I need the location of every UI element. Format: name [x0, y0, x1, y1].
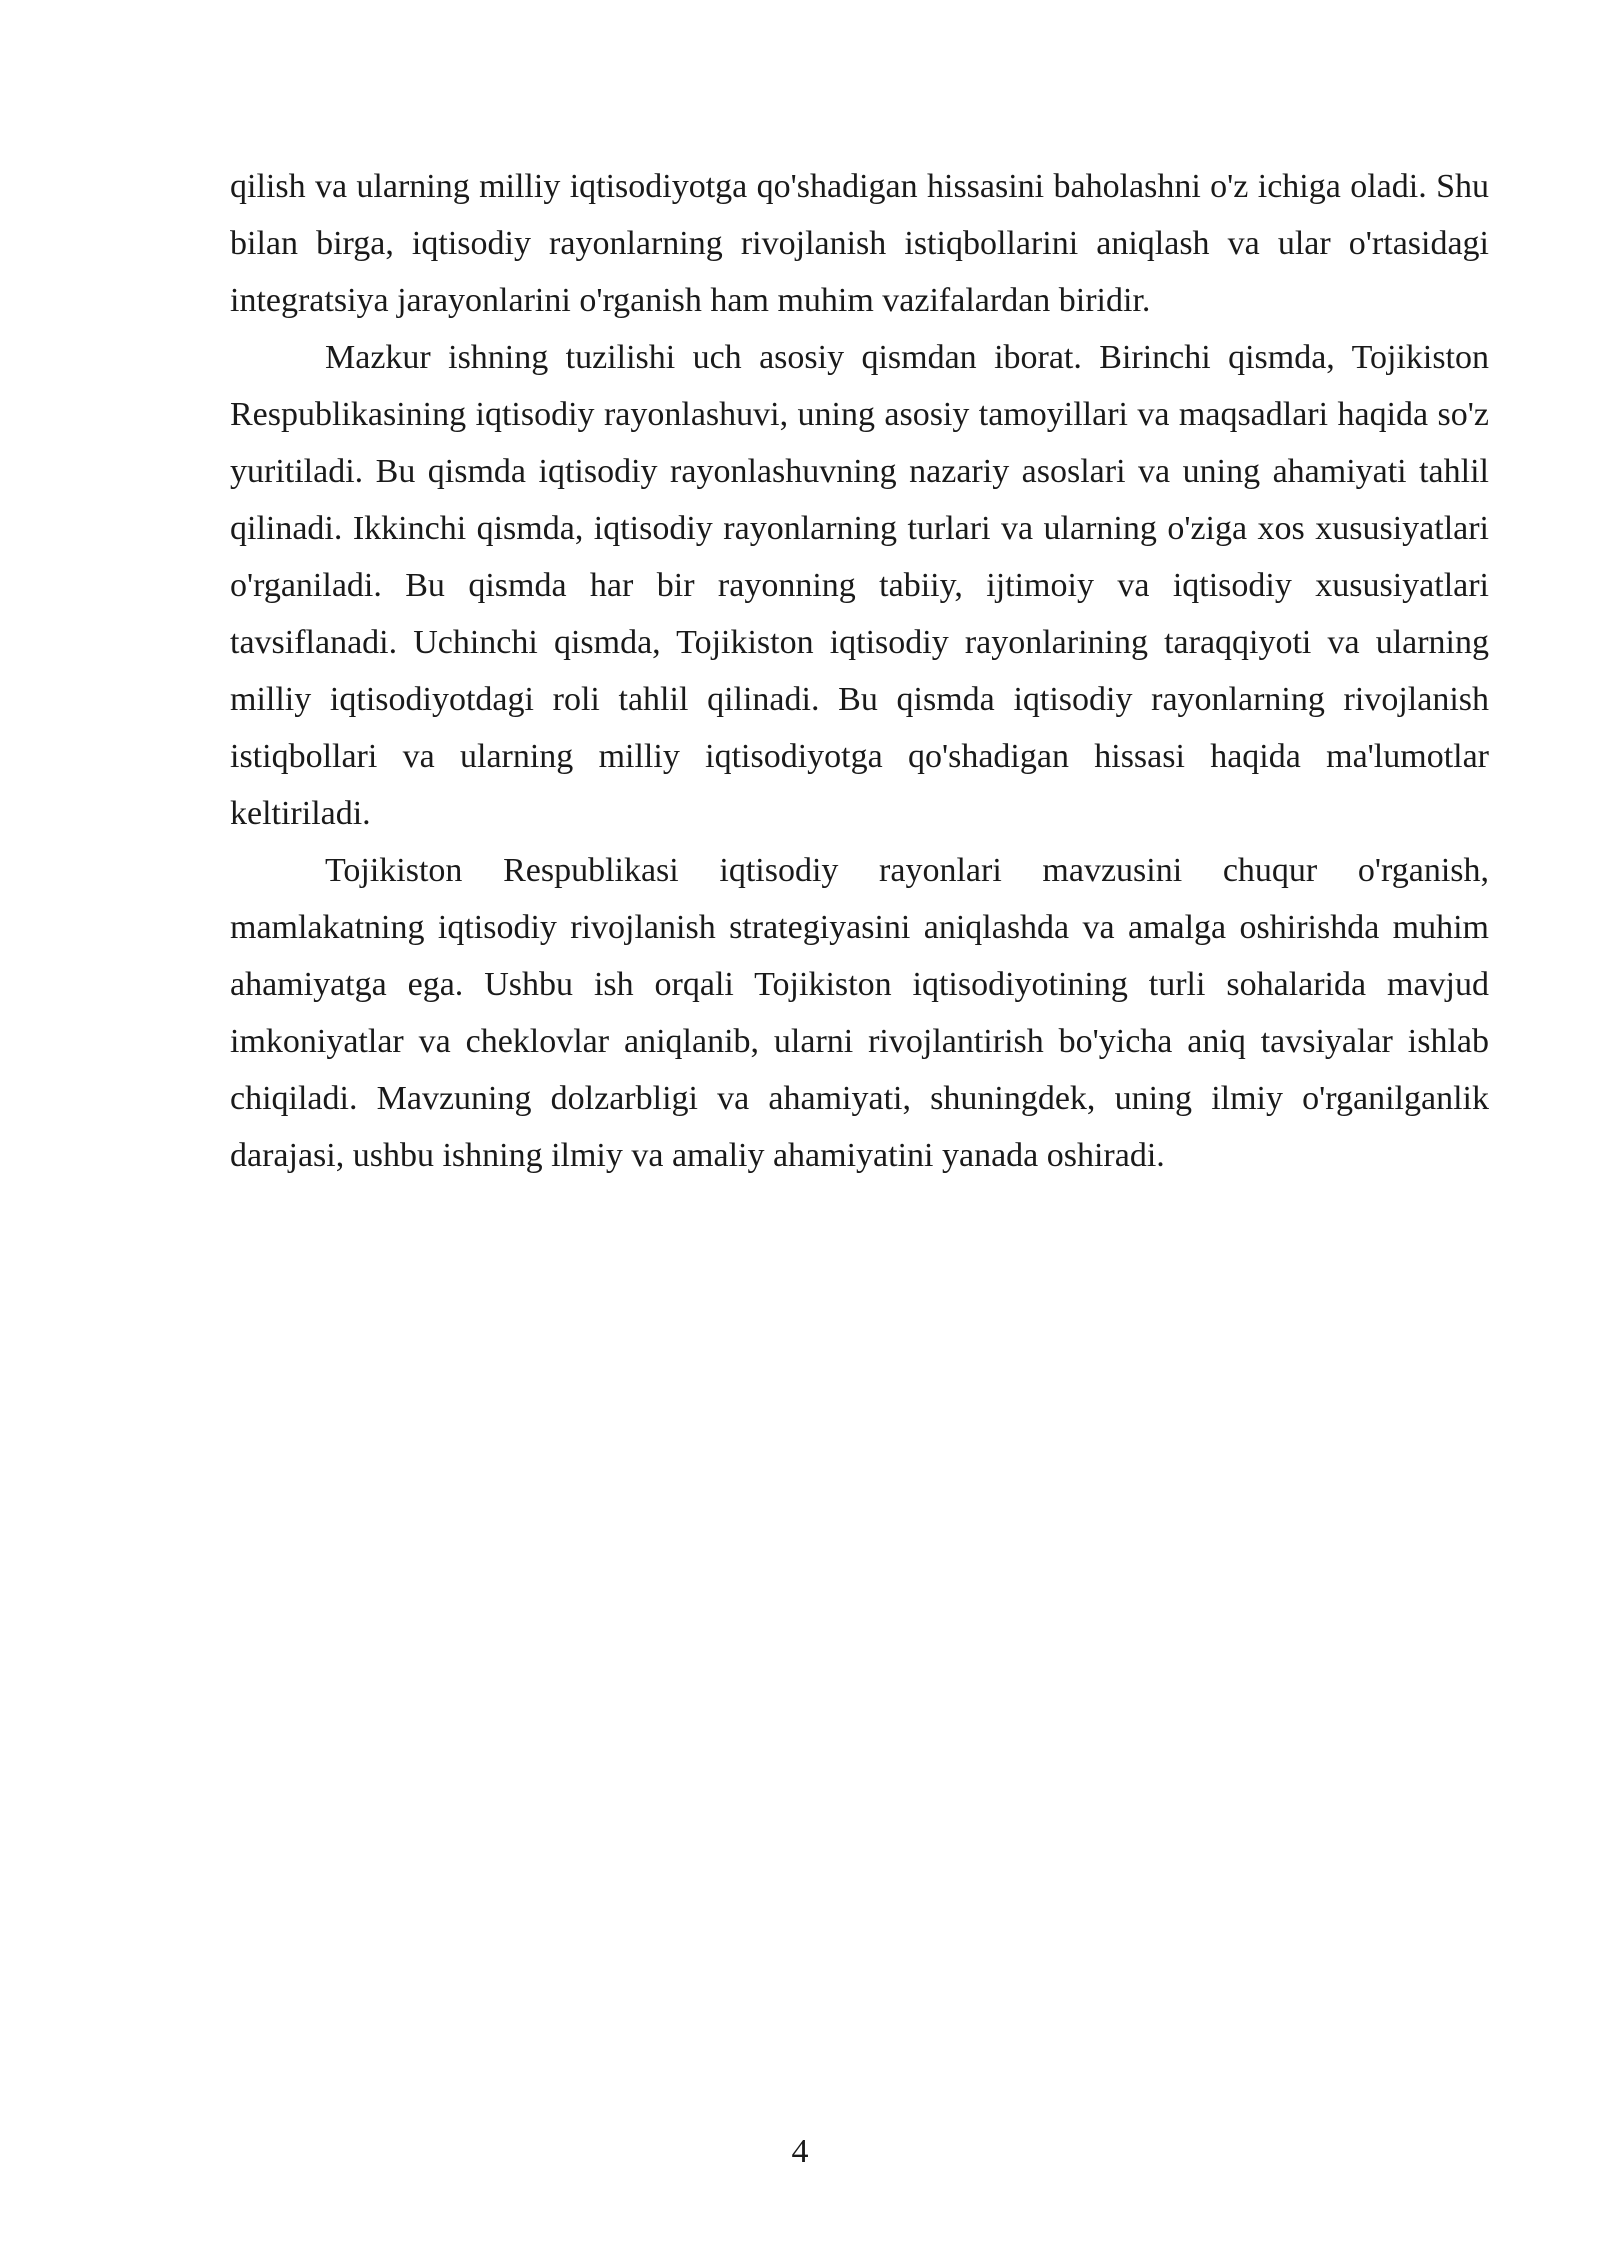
paragraph-continuation: qilish va ularning milliy iqtisodiyotga qo'shadigan hissasini baholashni o'z ichiga oladi. Shu bilan birga, iqtisodiy rayonlarning rivojlanish istiqbollarini aniqlash va ular o'rtasidagi integratsiya jarayonlarini o'rganish ham muhim vazifalardan biridir.: [230, 168, 1489, 319]
body-text: [230, 158, 1489, 1184]
paragraph-structure: Mazkur ishning tuzilishi uch asosiy qismdan iborat. Birinchi qismda, Tojikiston Respublikasining iqtisodiy rayonlashuvi, uning asosiy tamoyillari va maqsadlari haqida so'z yuritiladi. Bu qismda iqtisodiy rayonlashuvning nazariy asoslari va uning ahamiyati tahlil qilinadi. Ikkinchi qismda, iqtisodiy rayonlarning turlari va ularning o'ziga xos xususiyatlari o'rganiladi. Bu qismda har bir rayonning tabiiy, ijtimoiy va iqtisodiy xususiyatlari tavsiflanadi. Uchinchi qismda, Tojikiston iqtisodiy rayonlarining taraqqiyoti va ularning milliy iqtisodiyotdagi roli tahlil qilinadi. Bu qismda iqtisodiy rayonlarning rivojlanish istiqbollari va ularning milliy iqtisodiyotga qo'shadigan hissasi haqida ma'lumotlar keltiriladi.: [230, 339, 1489, 832]
page-number: 4: [791, 2133, 809, 2170]
paragraph-significance: Tojikiston Respublikasi iqtisodiy rayonlari mavzusini chuqur o'rganish, mamlakatning iqtisodiy rivojlanish strategiyasini aniqlashda va amalga oshirishda muhim ahamiyatga ega. Ushbu ish orqali Tojikiston iqtisodiyotining turli sohalarida mavjud imkoniyatlar va cheklovlar aniqlanib, ularni rivojlantirish bo'yicha aniq tavsiyalar ishlab chiqiladi. Mavzuning dolzarbligi va ahamiyati, shuningdek, uning ilmiy o'rganilganlik darajasi, ushbu ishning ilmiy va amaliy ahamiyatini yanada oshiradi.: [230, 852, 1489, 1174]
